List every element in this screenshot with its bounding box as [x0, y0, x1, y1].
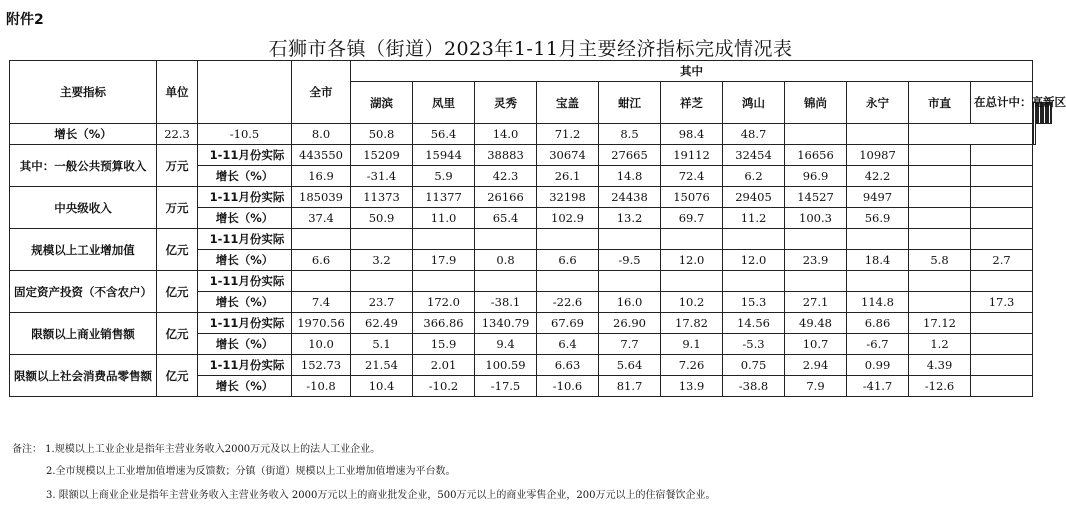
table-cell — [909, 271, 971, 292]
table-cell: 102.9 — [537, 208, 599, 229]
table-cell: 72.4 — [661, 166, 723, 187]
row-indicator: 规模以上工业增加值 — [10, 229, 157, 271]
table-cell — [475, 229, 537, 250]
table-cell: 1340.79 — [475, 313, 537, 334]
table-cell: 32198 — [537, 187, 599, 208]
table-row — [10, 313, 1052, 334]
table-cell: 37.4 — [292, 208, 351, 229]
row-growth-label: 增长（%） — [10, 124, 157, 145]
table-cell — [971, 376, 1033, 397]
table-cell: 100.3 — [785, 208, 847, 229]
table-cell: 71.2 — [537, 124, 599, 145]
row-unit: 万元 — [157, 145, 198, 187]
table-cell: 2.01 — [413, 355, 475, 376]
table-cell: 29405 — [723, 187, 785, 208]
table-cell: 2.94 — [785, 355, 847, 376]
table-cell: 16.0 — [599, 292, 661, 313]
table-cell: 7.26 — [661, 355, 723, 376]
table-cell: 49.48 — [785, 313, 847, 334]
table-cell — [292, 229, 351, 250]
table-cell: 1.2 — [909, 334, 971, 355]
table-row — [10, 229, 1052, 250]
row-indicator: 限额以上社会消费品零售额 — [10, 355, 157, 397]
row-growth-label: 增长（%） — [198, 376, 292, 397]
header-total: 全市 — [292, 61, 351, 124]
table-cell: 100.59 — [475, 355, 537, 376]
table-cell: 11377 — [413, 187, 475, 208]
row-actual-label: 1-11月份实际 — [198, 187, 292, 208]
table-cell — [785, 124, 847, 145]
table-cell: -10.6 — [537, 376, 599, 397]
column-header-8: 永宁 — [847, 82, 909, 124]
table-row — [10, 124, 1052, 145]
row-indicator: 限额以上商业销售额 — [10, 313, 157, 355]
column-header-10: 在总计中：高新区 — [971, 82, 1033, 124]
table-cell: 0.99 — [847, 355, 909, 376]
table-cell: 9497 — [847, 187, 909, 208]
table-cell: 56.9 — [847, 208, 909, 229]
table-cell: 152.73 — [292, 355, 351, 376]
table-cell: -31.4 — [351, 166, 413, 187]
table-cell: 0.75 — [723, 355, 785, 376]
row-unit: 亿元 — [157, 271, 198, 313]
column-header-0: 湖滨 — [351, 82, 413, 124]
table-cell: 10.0 — [292, 334, 351, 355]
table-cell: 98.4 — [661, 124, 723, 145]
row-growth-label: 增长（%） — [198, 166, 292, 187]
table-cell: 50.9 — [351, 208, 413, 229]
indicators-table — [9, 60, 1066, 397]
table-cell: 6.6 — [292, 250, 351, 271]
table-cell: 27.1 — [785, 292, 847, 313]
table-cell: 42.3 — [475, 166, 537, 187]
table-cell: 21.54 — [351, 355, 413, 376]
table-cell — [351, 271, 413, 292]
table-cell: 6.6 — [537, 250, 599, 271]
table-cell: 67.69 — [537, 313, 599, 334]
table-cell — [599, 229, 661, 250]
note-1: 备注： 1.规模以上工业企业是指年主营业务收入2000万元及以上的法人工业企业。 — [12, 444, 381, 455]
table-cell — [971, 187, 1033, 208]
table-cell: 56.4 — [413, 124, 475, 145]
table-cell: -38.8 — [723, 376, 785, 397]
table-cell: 16.9 — [292, 166, 351, 187]
table-cell: 96.9 — [785, 166, 847, 187]
table-cell: -10.8 — [292, 376, 351, 397]
row-actual-label: 1-11月份实际 — [198, 355, 292, 376]
table-cell: 6.2 — [723, 166, 785, 187]
table-cell: 6.4 — [537, 334, 599, 355]
column-header-2: 灵秀 — [475, 82, 537, 124]
table-cell: 11373 — [351, 187, 413, 208]
row-indicator: 中央级收入 — [10, 187, 157, 229]
table-cell: 15209 — [351, 145, 413, 166]
table-cell: -6.7 — [847, 334, 909, 355]
table-cell: -17.5 — [475, 376, 537, 397]
row-actual-label: 1-11月份实际 — [198, 229, 292, 250]
note-2: 2.全市规模以上工业增加值增速为反馈数；分镇（街道）规模以上工业增加值增速为平台数。 — [46, 466, 456, 477]
row-growth-label: 增长（%） — [198, 334, 292, 355]
row-growth-label: 增长（%） — [198, 250, 292, 271]
table-cell: 443550 — [292, 145, 351, 166]
table-cell — [475, 271, 537, 292]
table-cell — [723, 271, 785, 292]
table-cell: 50.8 — [351, 124, 413, 145]
table-cell: -9.5 — [599, 250, 661, 271]
column-header-1: 凤里 — [413, 82, 475, 124]
table-cell: 13.2 — [599, 208, 661, 229]
table-cell: 26166 — [475, 187, 537, 208]
table-cell — [723, 229, 785, 250]
table-cell — [971, 355, 1033, 376]
table-cell: 32454 — [723, 145, 785, 166]
table-cell — [661, 271, 723, 292]
table-cell: 11.2 — [723, 208, 785, 229]
column-header-7: 锦尚 — [785, 82, 847, 124]
table-cell: 12.0 — [661, 250, 723, 271]
table-cell: 5.9 — [413, 166, 475, 187]
table-cell: 15076 — [661, 187, 723, 208]
table-cell: 17.82 — [661, 313, 723, 334]
table-cell: 30674 — [537, 145, 599, 166]
table-cell — [909, 166, 971, 187]
row-unit: 亿元 — [157, 355, 198, 397]
table-cell: 19112 — [661, 145, 723, 166]
table-cell — [413, 229, 475, 250]
column-header-4: 蚶江 — [599, 82, 661, 124]
table-cell — [537, 271, 599, 292]
table-cell: 10.4 — [351, 376, 413, 397]
header-blank — [198, 61, 292, 124]
table-cell — [971, 166, 1033, 187]
table-cell: 48.7 — [723, 124, 785, 145]
attachment-label: 附件2 — [6, 12, 44, 28]
table-cell: 8.0 — [292, 124, 351, 145]
table-cell — [971, 229, 1033, 250]
table-row — [10, 271, 1052, 292]
table-cell: 26.1 — [537, 166, 599, 187]
table-cell — [909, 187, 971, 208]
row-growth-label: 增长（%） — [198, 292, 292, 313]
table-cell: 2.7 — [971, 250, 1033, 271]
table-cell: 42.2 — [847, 166, 909, 187]
table-cell: -38.1 — [475, 292, 537, 313]
table-cell: -10.5 — [198, 124, 292, 145]
table-cell: -22.6 — [537, 292, 599, 313]
table-row — [10, 355, 1052, 376]
table-cell: 12.0 — [723, 250, 785, 271]
row-unit: 亿元 — [157, 313, 198, 355]
table-cell: 172.0 — [413, 292, 475, 313]
table-cell: 17.9 — [413, 250, 475, 271]
row-actual-label: 1-11月份实际 — [198, 313, 292, 334]
table-cell: 10.7 — [785, 334, 847, 355]
header-unit: 单位 — [157, 61, 198, 124]
page-title: 石狮市各镇（街道）2023年1-11月主要经济指标完成情况表 — [268, 38, 793, 60]
table-cell: 9.4 — [475, 334, 537, 355]
table-cell — [661, 229, 723, 250]
row-unit: 万元 — [157, 187, 198, 229]
table-cell: 11.0 — [413, 208, 475, 229]
table-cell: 0.8 — [475, 250, 537, 271]
table-cell: 81.7 — [599, 376, 661, 397]
table-cell: 5.1 — [351, 334, 413, 355]
table-cell: 15944 — [413, 145, 475, 166]
table-cell — [413, 271, 475, 292]
table-cell: 22.3 — [157, 124, 198, 145]
row-actual-label: 1-11月份实际 — [198, 271, 292, 292]
row-indicator: 其中：一般公共预算收入 — [10, 145, 157, 187]
table-cell — [971, 313, 1033, 334]
table-cell — [292, 271, 351, 292]
table-cell — [909, 292, 971, 313]
table-cell — [971, 271, 1033, 292]
table-cell: 366.86 — [413, 313, 475, 334]
table-cell: 62.49 — [351, 313, 413, 334]
table-cell: 23.7 — [351, 292, 413, 313]
table-cell: 3.2 — [351, 250, 413, 271]
table-cell — [785, 271, 847, 292]
table-cell: 6.63 — [537, 355, 599, 376]
table-row — [10, 187, 1052, 208]
table-cell: 10.2 — [661, 292, 723, 313]
table-cell: 1970.56 — [292, 313, 351, 334]
table-cell: 24438 — [599, 187, 661, 208]
table-cell — [537, 229, 599, 250]
table-cell — [847, 124, 909, 145]
table-cell: 14.8 — [599, 166, 661, 187]
table-cell: 17.3 — [971, 292, 1033, 313]
row-actual-label: 1-11月份实际 — [198, 145, 292, 166]
table-cell: 10987 — [847, 145, 909, 166]
table-cell — [847, 271, 909, 292]
column-header-3: 宝盖 — [537, 82, 599, 124]
table-cell — [847, 229, 909, 250]
column-header-6: 鸿山 — [723, 82, 785, 124]
table-cell: 38883 — [475, 145, 537, 166]
table-cell: 7.9 — [785, 376, 847, 397]
table-cell: 26.90 — [599, 313, 661, 334]
table-cell: 114.8 — [847, 292, 909, 313]
table-cell — [599, 271, 661, 292]
table-cell: 7.4 — [292, 292, 351, 313]
table-cell — [971, 145, 1033, 166]
table-cell: 185039 — [292, 187, 351, 208]
table-cell: 5.8 — [909, 250, 971, 271]
table-cell: 6.86 — [847, 313, 909, 334]
table-cell — [909, 145, 971, 166]
table-cell — [351, 229, 413, 250]
table-cell: 9.1 — [661, 334, 723, 355]
table-cell: 17.12 — [909, 313, 971, 334]
row-indicator: 固定资产投资（不含农户） — [10, 271, 157, 313]
row-unit: 亿元 — [157, 229, 198, 271]
table-cell: 7.7 — [599, 334, 661, 355]
table-row — [10, 145, 1052, 166]
table-cell: 8.5 — [599, 124, 661, 145]
table-cell — [785, 229, 847, 250]
table-cell: 65.4 — [475, 208, 537, 229]
table-cell: 27665 — [599, 145, 661, 166]
header-indicator: 主要指标 — [10, 61, 157, 124]
table-cell: 5.64 — [599, 355, 661, 376]
table-cell — [971, 208, 1033, 229]
table-cell: -10.2 — [413, 376, 475, 397]
column-header-9: 市直 — [909, 82, 971, 124]
table-cell: 4.39 — [909, 355, 971, 376]
table-cell: 18.4 — [847, 250, 909, 271]
table-cell: 14.56 — [723, 313, 785, 334]
table-cell: -5.3 — [723, 334, 785, 355]
table-cell: 23.9 — [785, 250, 847, 271]
table-cell: 13.9 — [661, 376, 723, 397]
table-cell: 14.0 — [475, 124, 537, 145]
column-header-5: 祥芝 — [661, 82, 723, 124]
table-cell: -12.6 — [909, 376, 971, 397]
table-cell: 16656 — [785, 145, 847, 166]
table-cell: 69.7 — [661, 208, 723, 229]
header-among: 其中 — [351, 61, 1033, 82]
table-cell — [909, 229, 971, 250]
table-cell — [909, 208, 971, 229]
table-cell — [971, 334, 1033, 355]
table-cell: 14527 — [785, 187, 847, 208]
table-cell: -41.7 — [847, 376, 909, 397]
row-growth-label: 增长（%） — [198, 208, 292, 229]
note-3: 3. 限额以上商业企业是指年主营业务收入主营业务收入 2000万元以上的商业批发企业，500万元以上的商业零售企业，200万元以上的住宿餐饮企业。 — [46, 490, 716, 501]
table-cell: 15.3 — [723, 292, 785, 313]
table-cell: 15.9 — [413, 334, 475, 355]
